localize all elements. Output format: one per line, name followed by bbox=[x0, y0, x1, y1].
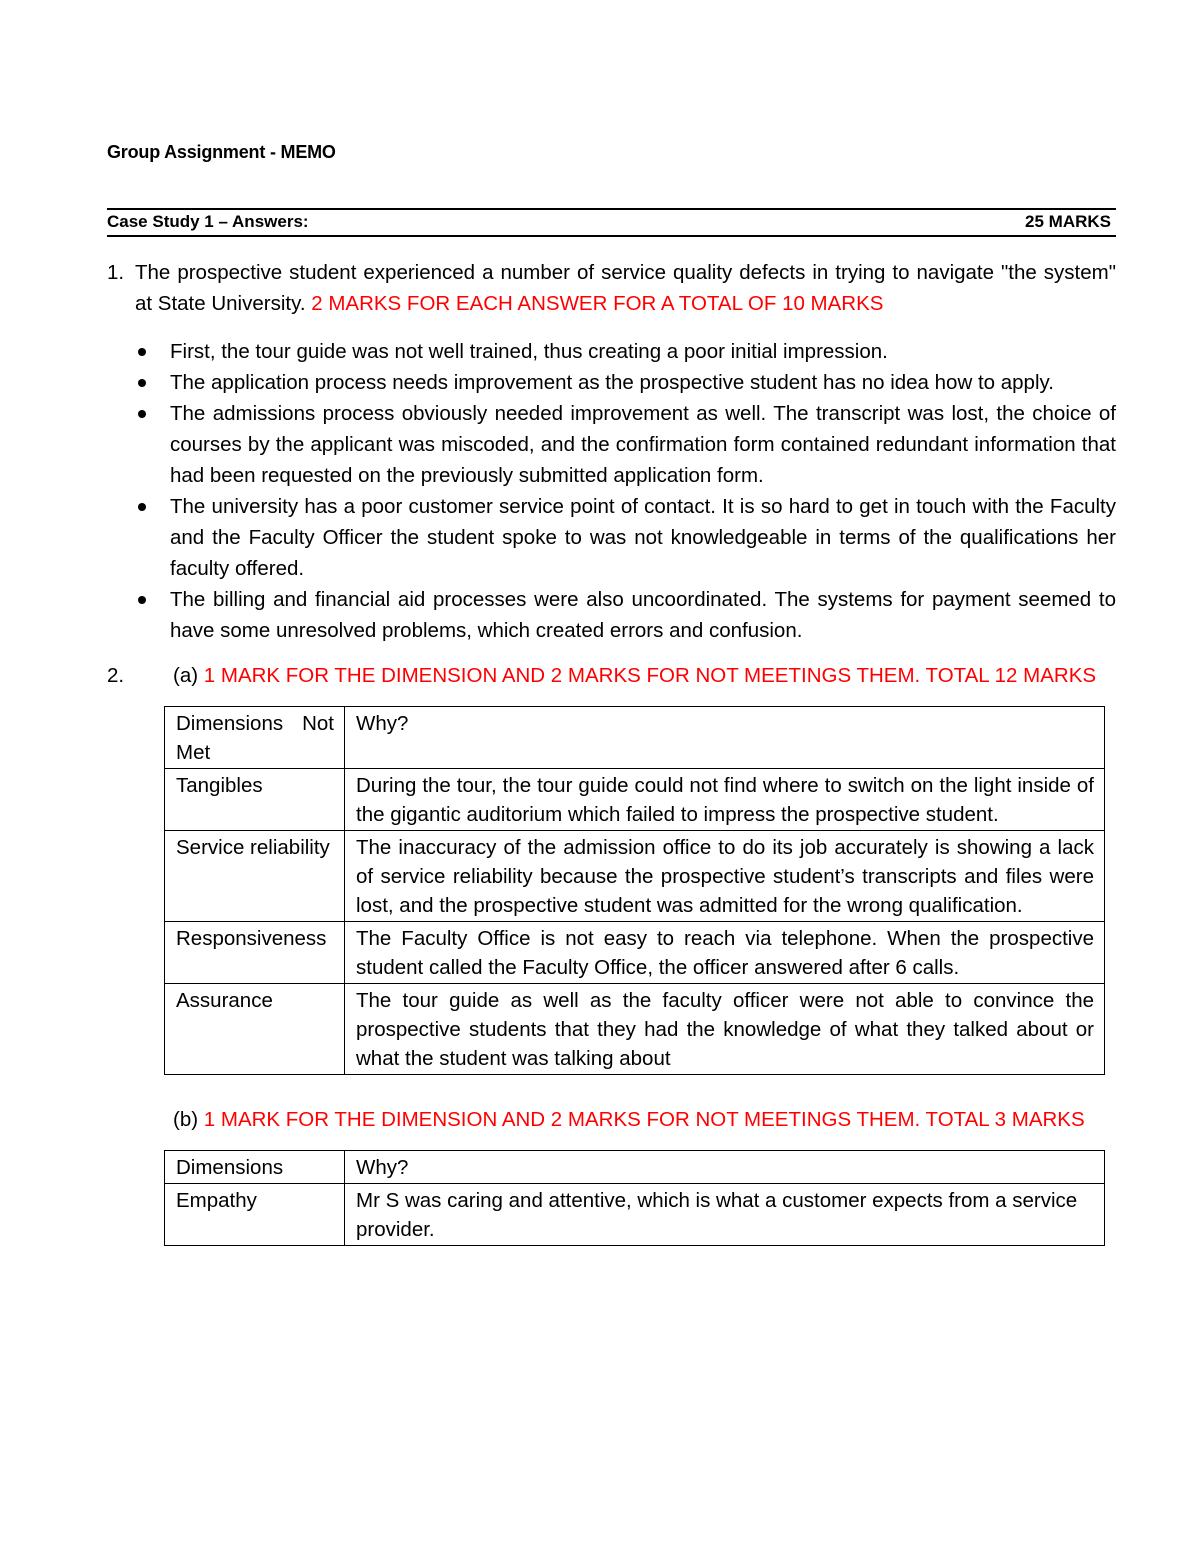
table-header-cell: Why? bbox=[345, 1151, 1105, 1184]
table-row bbox=[165, 769, 1105, 831]
list-item bbox=[130, 367, 1116, 398]
list-item bbox=[130, 584, 1116, 646]
question-1-number: 1. bbox=[107, 261, 125, 284]
bullet-icon bbox=[138, 410, 146, 418]
list-item bbox=[130, 398, 1116, 491]
dimension-cell: Tangibles bbox=[165, 769, 345, 831]
reason-cell: The tour guide as well as the faculty officer were not able to convince the prospective students that they had the knowledge of what they talked about or what the student was talking about bbox=[345, 984, 1105, 1075]
question-2a-marks: 1 MARK FOR THE DIMENSION AND 2 MARKS FOR NOT MEETINGS THEM. TOTAL 12 MARKS bbox=[203, 664, 1097, 687]
bullet-icon bbox=[138, 596, 146, 604]
question-1-prompt: The prospective student experienced a number of service quality defects in trying to navigate "the system" at State University. bbox=[135, 261, 1116, 315]
question-1-answer-list bbox=[130, 336, 1116, 646]
table-header-row bbox=[165, 707, 1105, 769]
question-1 bbox=[107, 257, 1116, 319]
reason-cell: Mr S was caring and attentive, which is what a customer expects from a service provider. bbox=[345, 1184, 1105, 1246]
list-item-text: The application process needs improvement as the prospective student has no idea how to apply. bbox=[170, 371, 1054, 394]
question-2b-heading bbox=[173, 1104, 1085, 1135]
dimensions-met-table bbox=[164, 1150, 1105, 1246]
question-2-number: 2. bbox=[107, 664, 125, 687]
table-row bbox=[165, 922, 1105, 984]
reason-cell: The Faculty Office is not easy to reach via telephone. When the prospective student called the Faculty Office, the officer answered after 6 calls. bbox=[345, 922, 1105, 984]
header-bottom-rule bbox=[107, 235, 1116, 237]
question-2b-label: (b) bbox=[173, 1108, 199, 1131]
list-item-text: The billing and financial aid processes were also uncoordinated. The systems for payment seemed to have some unresolved problems, which created errors and confusion. bbox=[170, 588, 1116, 642]
list-item-text: The admissions process obviously needed improvement as well. The transcript was lost, the choice of courses by the applicant was miscoded, and the confirmation form contained redundant information that had been requested on the previously submitted application form. bbox=[170, 402, 1116, 487]
list-item bbox=[130, 336, 1116, 367]
table-header-cell: Dimensions Not Met bbox=[165, 707, 345, 769]
list-item-text: First, the tour guide was not well trained, thus creating a poor initial impression. bbox=[170, 340, 888, 363]
bullet-icon bbox=[138, 348, 146, 356]
table-header-row bbox=[165, 1151, 1105, 1184]
reason-cell: The inaccuracy of the admission office to do its job accurately is showing a lack of service reliability because the prospective student’s transcripts and files were lost, and the prospective student was admitted for the wrong qualification. bbox=[345, 831, 1105, 922]
table-header-cell: Dimensions bbox=[165, 1151, 345, 1184]
table-row bbox=[165, 1184, 1105, 1246]
question-1-text bbox=[135, 257, 1116, 319]
list-item-text: The university has a poor customer service point of contact. It is so hard to get in touch with the Faculty and the Faculty Officer the student spoke to was not knowledgeable in terms of the qualifications her faculty offered. bbox=[170, 495, 1116, 580]
dimensions-not-met-table bbox=[164, 706, 1105, 1075]
case-study-title: Case Study 1 – Answers: bbox=[107, 212, 309, 231]
dimension-cell: Service reliability bbox=[165, 831, 345, 922]
bullet-icon bbox=[138, 379, 146, 387]
table-row bbox=[165, 984, 1105, 1075]
dimension-cell: Assurance bbox=[165, 984, 345, 1075]
dimension-cell: Empathy bbox=[165, 1184, 345, 1246]
header-top-rule bbox=[107, 208, 1116, 210]
case-study-total-marks: 25 MARKS bbox=[1025, 212, 1111, 231]
question-2a-heading bbox=[173, 660, 1096, 691]
case-study-header bbox=[107, 212, 1111, 232]
table-row bbox=[165, 831, 1105, 922]
document-title: Group Assignment - MEMO bbox=[107, 142, 336, 162]
question-2a-label: (a) bbox=[173, 664, 199, 687]
question-1-marks: 2 MARKS FOR EACH ANSWER FOR A TOTAL OF 10 MARKS bbox=[311, 292, 884, 315]
list-item bbox=[130, 491, 1116, 584]
bullet-icon bbox=[138, 503, 146, 511]
table-header-cell: Why? bbox=[345, 707, 1105, 769]
question-2b-marks: 1 MARK FOR THE DIMENSION AND 2 MARKS FOR NOT MEETINGS THEM. TOTAL 3 MARKS bbox=[203, 1108, 1085, 1131]
reason-cell: During the tour, the tour guide could not find where to switch on the light inside of the gigantic auditorium which failed to impress the prospective student. bbox=[345, 769, 1105, 831]
dimension-cell: Responsiveness bbox=[165, 922, 345, 984]
